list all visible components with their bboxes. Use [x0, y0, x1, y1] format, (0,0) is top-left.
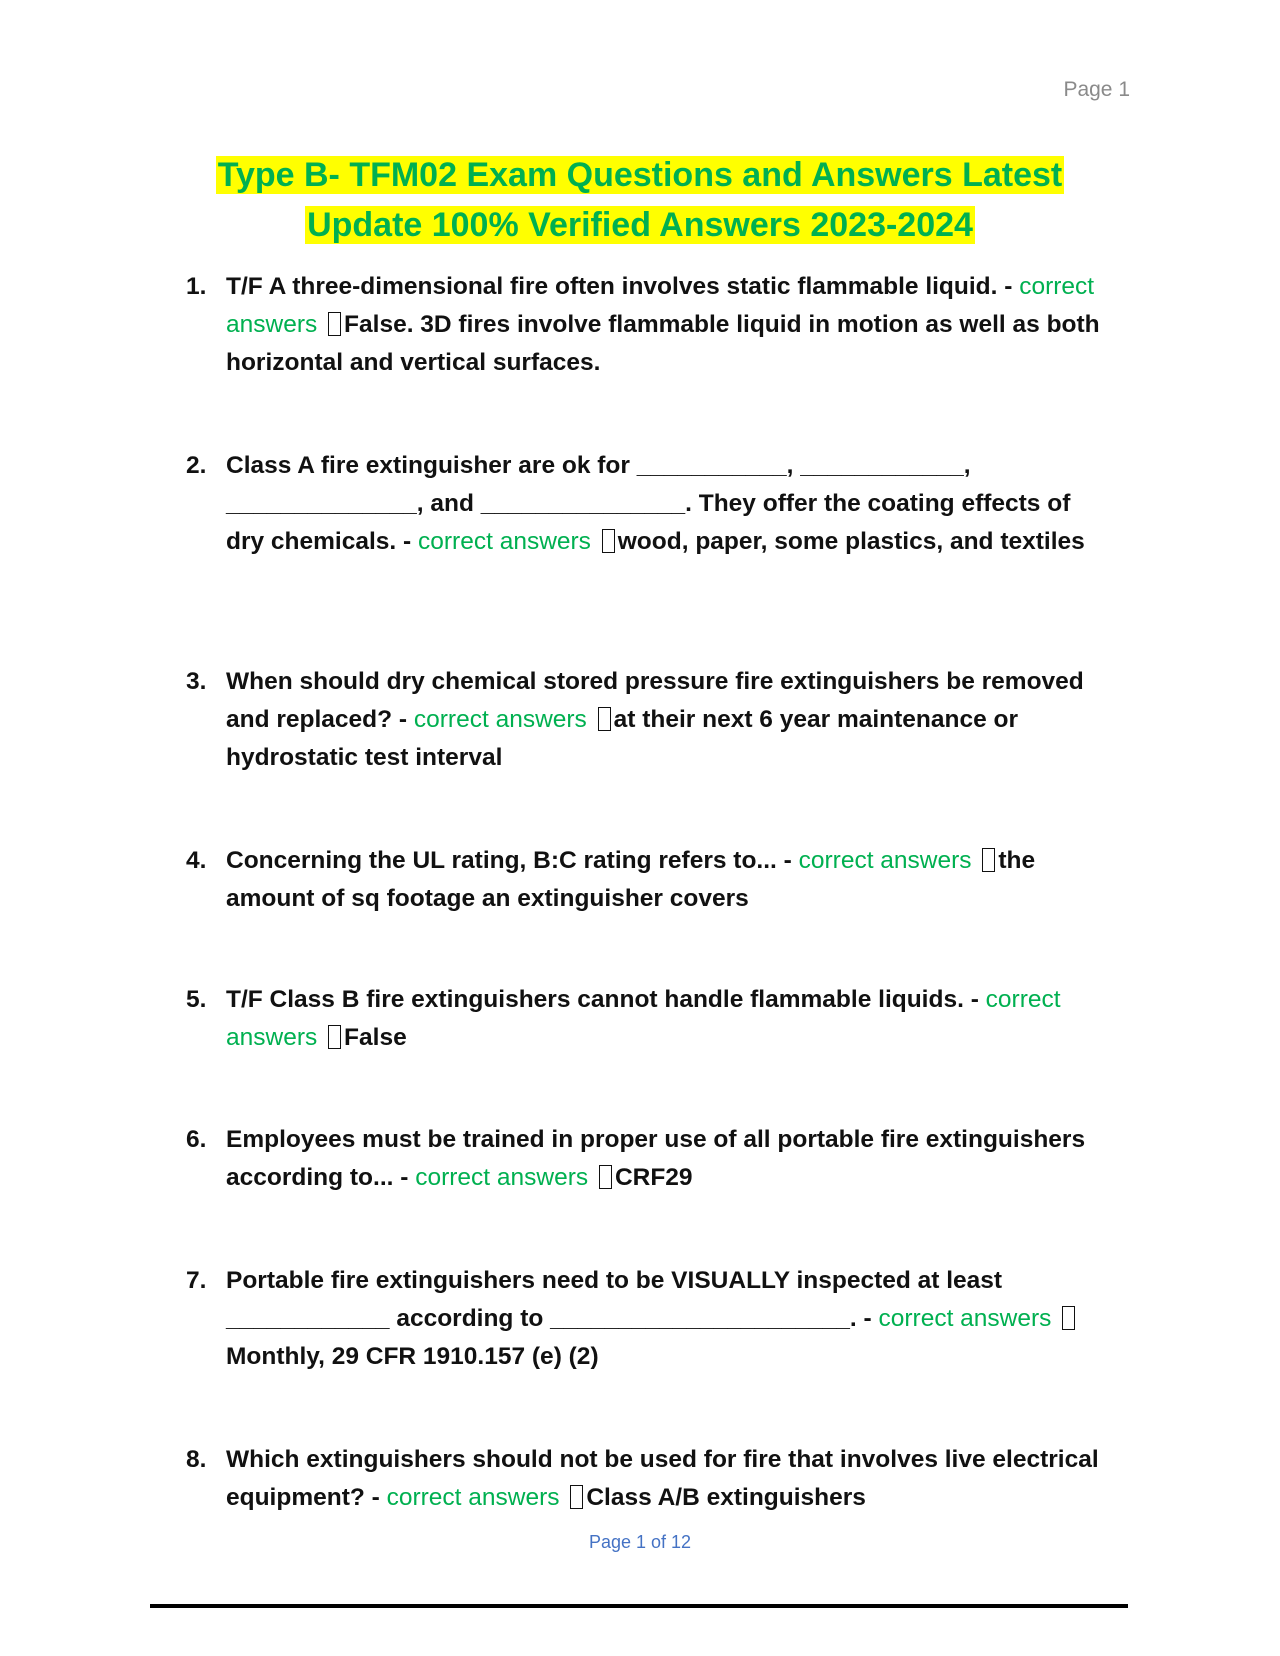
question-item: [186, 1441, 1106, 1517]
answer-label: correct answers: [878, 1305, 1052, 1332]
answer-label: correct answers: [226, 986, 1061, 1051]
answer-label: correct answers: [415, 1164, 589, 1191]
question-text: Concerning the UL rating, B:C rating refers to... -: [226, 847, 792, 874]
answer-text: Class A/B extinguishers: [586, 1484, 866, 1511]
question-text: T/F Class B fire extinguishers cannot handle flammable liquids. -: [226, 986, 979, 1013]
item-text: [226, 268, 1106, 382]
item-text: [226, 1121, 1106, 1197]
item-number: 7.: [186, 1267, 207, 1294]
missing-glyph-icon: [328, 312, 341, 336]
missing-glyph-icon: [1062, 1306, 1075, 1330]
answer-label: correct answers: [413, 706, 587, 733]
title-line-2: Update 100% Verified Answers 2023-2024: [307, 206, 973, 244]
item-text: [226, 1441, 1106, 1517]
missing-glyph-icon: [599, 1165, 612, 1189]
item-number: 2.: [186, 452, 207, 479]
question-item: [186, 842, 1106, 918]
item-number: 6.: [186, 1126, 207, 1153]
question-text: When should dry chemical stored pressure fire extinguishers be removed and replaced? -: [226, 668, 1084, 733]
question-item: [186, 268, 1106, 382]
question-text: Which extinguishers should not be used for fire that involves live electrical equipment? -: [226, 1446, 1099, 1511]
answer-label: correct answers: [798, 847, 972, 874]
answer-text: at their next 6 year maintenance or hydrostatic test interval: [226, 706, 1019, 771]
missing-glyph-icon: [982, 848, 995, 872]
page-footer: Page 1 of 12: [588, 1532, 692, 1552]
item-number: 1.: [186, 273, 207, 300]
question-item: [186, 447, 1106, 561]
question-text: Employees must be trained in proper use of all portable fire extinguishers according to... -: [226, 1126, 1086, 1191]
item-text: [226, 663, 1106, 777]
question-item: [186, 663, 1106, 777]
title-line-1: Type B- TFM02 Exam Questions and Answers Latest: [217, 156, 1063, 194]
item-text: [226, 447, 1106, 561]
missing-glyph-icon: [570, 1485, 583, 1509]
question-item: [186, 1262, 1106, 1376]
answer-label: correct answers: [226, 273, 1095, 338]
answer-text: False: [344, 1024, 407, 1051]
footer-divider: [150, 1604, 1128, 1608]
missing-glyph-icon: [598, 707, 611, 731]
question-text: T/F A three-dimensional fire often involves static flammable liquid. -: [226, 273, 1013, 300]
answer-label: correct answers: [386, 1484, 560, 1511]
question-item: [186, 981, 1106, 1057]
answer-text: Monthly, 29 CFR 1910.157 (e) (2): [226, 1343, 599, 1370]
item-text: [226, 842, 1106, 918]
item-number: 3.: [186, 668, 207, 695]
question-text: Class A fire extinguisher are ok for ___________, ____________, ______________, and _______________. They offer the coating effects of dry chemicals. -: [226, 452, 1071, 555]
item-text: [226, 1262, 1106, 1376]
page-header-label: Page 1: [1063, 78, 1130, 101]
answer-text: CRF29: [614, 1164, 693, 1191]
item-number: 4.: [186, 847, 207, 874]
question-item: [186, 1121, 1106, 1197]
item-number: 8.: [186, 1446, 207, 1473]
answer-label: correct answers: [418, 528, 591, 555]
item-number: 5.: [186, 986, 207, 1013]
missing-glyph-icon: [328, 1025, 341, 1049]
question-text: Portable fire extinguishers need to be VISUALLY inspected at least ____________ according to ______________________. -: [226, 1267, 1003, 1332]
document-title: [150, 150, 1130, 250]
answer-text: the amount of sq footage an extinguisher covers: [226, 847, 1036, 912]
answer-text: wood, paper, some plastics, and textiles: [617, 528, 1085, 555]
item-text: [226, 981, 1106, 1057]
answer-text: False. 3D fires involve flammable liquid in motion as well as both horizontal and vertical surfaces.: [226, 311, 1100, 376]
missing-glyph-icon: [602, 529, 615, 553]
